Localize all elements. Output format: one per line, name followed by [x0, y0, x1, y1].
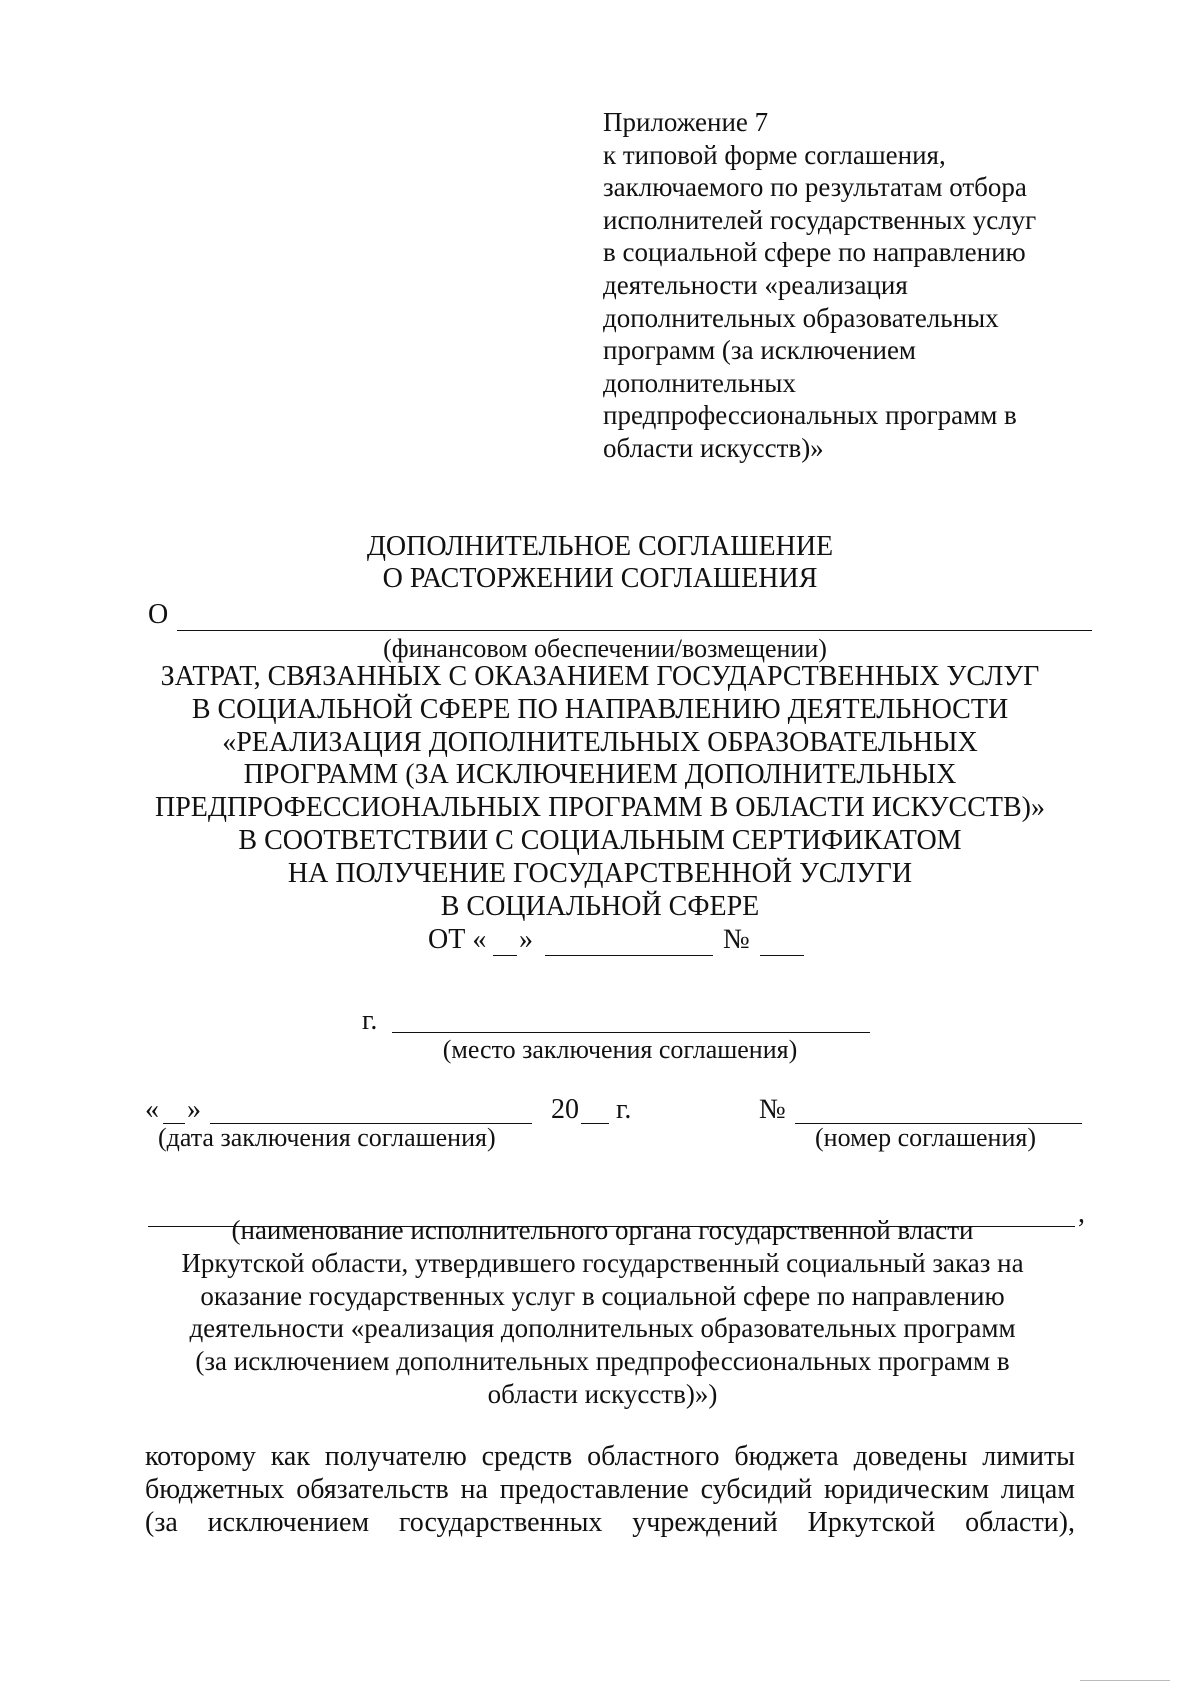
appendix-line: области искусств)» — [603, 432, 824, 463]
from-day-line — [493, 955, 517, 956]
from-date-line — [545, 955, 713, 956]
org-description-line: (наименование исполнительного органа государственной власти — [231, 1215, 974, 1245]
place-line — [392, 1032, 870, 1033]
appendix-header — [603, 106, 1073, 465]
subject-line: В СООТВЕТСТВИИ С СОЦИАЛЬНЫМ СЕРТИФИКАТОМ — [238, 824, 962, 856]
appendix-line: предпрофессиональных программ в — [603, 400, 1017, 431]
org-description-line: деятельности «реализация дополнительных образовательных программ — [189, 1313, 1016, 1344]
from-number-line — [760, 955, 804, 956]
from-number-sign: № — [723, 924, 750, 955]
subject-line: ПРЕДПРОФЕССИОНАЛЬНЫХ ПРОГРАММ В ОБЛАСТИ ИСКУССТВ)» — [154, 792, 1045, 824]
from-quote-close: » — [519, 924, 533, 955]
org-description-line: (за исключением дополнительных предпрофессиональных программ в — [195, 1346, 1010, 1377]
date-quote-close: » — [187, 1094, 201, 1125]
appendix-line: к типовой форме соглашения, — [603, 139, 946, 170]
org-description-line: оказание государственных услуг в социальной сфере по направлению — [200, 1280, 1005, 1311]
number-caption: (номер соглашения) — [815, 1123, 1036, 1152]
org-description — [140, 1214, 1065, 1411]
date-year-suffix: г. — [616, 1094, 632, 1125]
date-caption: (дата заключения соглашения) — [158, 1123, 496, 1152]
appendix-line: в социальной сфере по направлению — [603, 237, 1026, 268]
org-description-line: области искусств)») — [487, 1378, 718, 1409]
date-year-prefix: 20 — [551, 1094, 579, 1125]
place-prefix: г. — [362, 1005, 378, 1036]
o-fill-line — [177, 630, 1092, 631]
appendix-line: дополнительных — [603, 367, 796, 398]
body-line: которому как получателю средств областного бюджета доведены лимиты — [145, 1441, 1075, 1472]
subject-line: ПРОГРАММ (ЗА ИСКЛЮЧЕНИЕМ ДОПОЛНИТЕЛЬНЫХ — [243, 759, 957, 791]
agreement-subject — [100, 661, 1100, 923]
subject-line: В СОЦИАЛЬНОЙ СФЕРЕ — [440, 890, 760, 922]
document-subtitle: О РАСТОРЖЕНИИ СОГЛАШЕНИЯ — [382, 563, 818, 594]
date-quote-open: « — [145, 1094, 159, 1125]
body-paragraph — [145, 1440, 1075, 1539]
place-caption: (место заключения соглашения) — [442, 1035, 798, 1064]
appendix-line: Приложение 7 — [603, 107, 769, 137]
scan-corner-mark — [1080, 1680, 1170, 1681]
document-title: ДОПОЛНИТЕЛЬНОЕ СОГЛАШЕНИЕ — [366, 531, 834, 562]
o-caption: (финансовом обеспечении/возмещении) — [383, 634, 827, 663]
subject-line: НА ПОЛУЧЕНИЕ ГОСУДАРСТВЕННОЙ УСЛУГИ — [287, 857, 913, 889]
appendix-line: деятельности «реализация — [603, 269, 908, 300]
appendix-line: программ (за исключением — [603, 335, 917, 366]
org-line-comma: , — [1078, 1198, 1085, 1229]
org-description-line: Иркутской области, утвердившего государственный социальный заказ на — [181, 1247, 1024, 1278]
subject-line: ЗАТРАТ, СВЯЗАННЫХ С ОКАЗАНИЕМ ГОСУДАРСТВЕННЫХ УСЛУГ — [160, 661, 1040, 692]
body-line: бюджетных обязательств на предоставление субсидий юридическим лицам — [145, 1474, 1075, 1505]
subject-line: «РЕАЛИЗАЦИЯ ДОПОЛНИТЕЛЬНЫХ ОБРАЗОВАТЕЛЬНЫХ — [222, 726, 978, 758]
subject-line: В СОЦИАЛЬНОЙ СФЕРЕ ПО НАПРАВЛЕНИЮ ДЕЯТЕЛЬНОСТИ — [191, 693, 1009, 725]
appendix-line: исполнителей государственных услуг — [603, 204, 1037, 235]
from-prefix: ОТ « — [428, 924, 487, 955]
date-year-line — [581, 1123, 609, 1124]
appendix-line: заключаемого по результатам отбора — [603, 172, 1027, 203]
appendix-line: дополнительных образовательных — [603, 302, 999, 333]
agreement-number-sign: № — [759, 1094, 786, 1125]
body-line: (за исключением государственных учреждений Иркутской области), — [145, 1507, 1075, 1538]
o-prefix: О — [148, 599, 169, 630]
